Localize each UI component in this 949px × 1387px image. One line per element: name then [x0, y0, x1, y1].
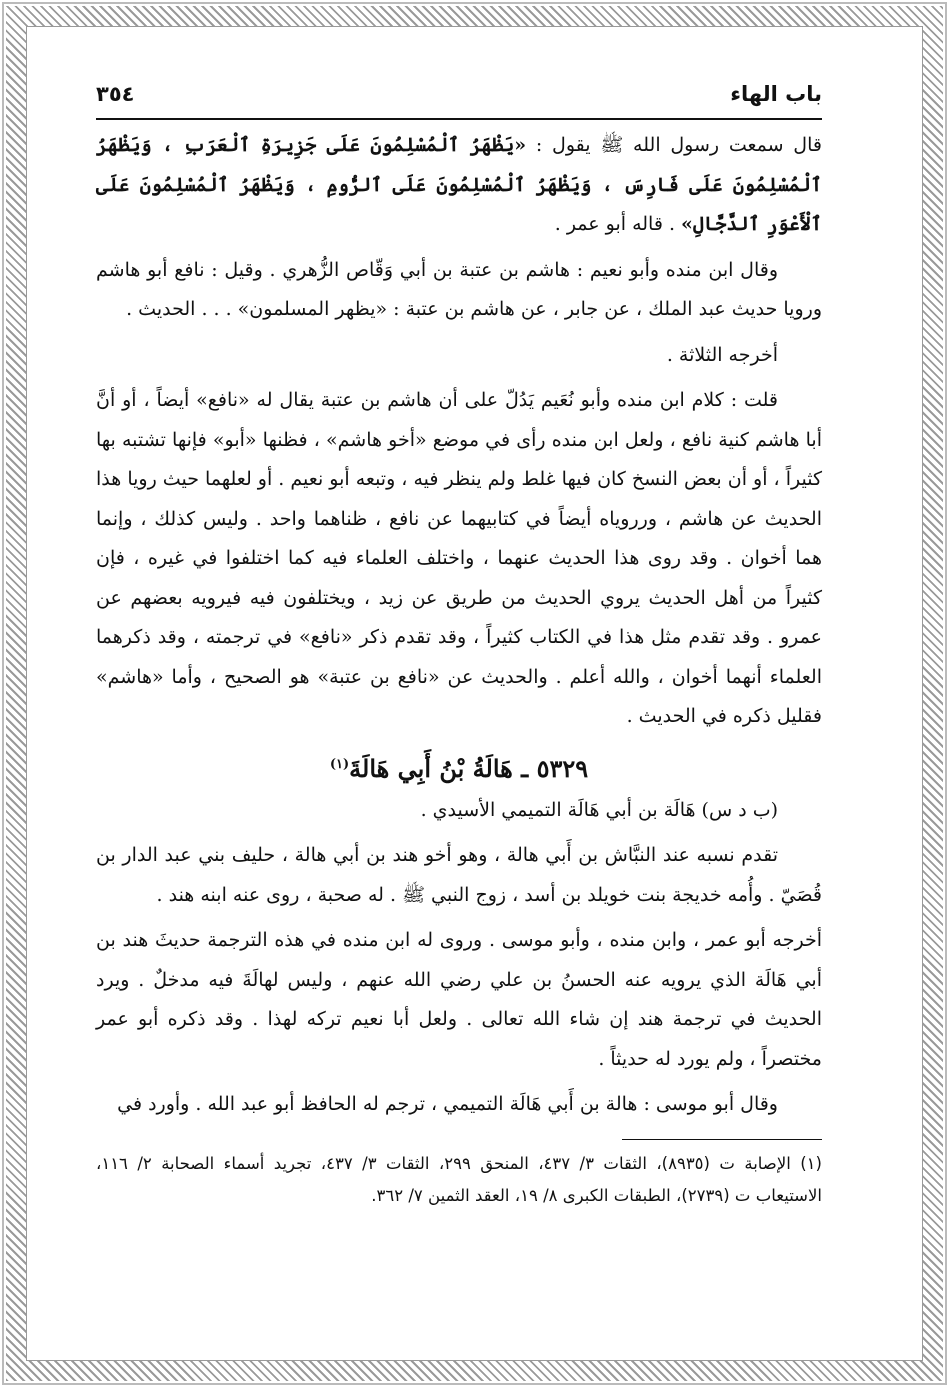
paragraph: أخرجه أبو عمر ، وابن منده ، وأبو موسى . وروى له ابن منده في هذه الترجمة حديثَ هند بن أبي هَالَة الذي يرويه عنه الحسنُ بن علي رضي الله عنهم ، وليس لهالَةَ فيه مدخلٌ . ويرد الحديث في ترجمة هند إن شاء الله تعالى . ولعل أبا نعيم تركه لهذا . وقد ذكره أبو عمر مختصراً ، ولم يورد له حديثاً . [96, 929, 822, 1070]
entry-separator: ـ [512, 753, 529, 783]
page-number: ٣٥٤ [96, 82, 135, 106]
entry-heading [96, 743, 822, 791]
paragraph: (ب د س) هَالَة بن أبي هَالَة التميمي الأسيدي . [420, 798, 778, 821]
paragraph: قلت : كلام ابن منده وأبو نُعَيم يَدُلّ على أن هاشم بن عتبة يقال له «نافع» أيضاً ، أو أنَّ أبا هاشم كنية نافع ، ولعل ابن منده رأى في موضع «أخو هاشم» ، فظنها «أبو» فإنها تشتبه بها كثيراً ، أو أن بعض النسخ كان فيها غلط ولم ينظر فيه ، وتبعه أبو نعيم . أو لعلهما حيث رويا هذا الحديث عن هاشم ، ورروياه أيضاً في كتابيهما عن نافع ، ظناهما واحد . وليس كذلك ، وإنما هما أخوان . وقد روى هذا الحديث عنهما ، واختلف العلماء فيه كما اختلفوا في غيره ، فإن كثيراً من أهل الحديث يروي الحديث من طريق عن زيد ، ويختلفون فيه فيرويه بعضهم عن عمرو . وقد تقدم مثل هذا في الكتاب كثيراً ، وقد تقدم ذكر «نافع» في ترجمته ، وقد ذكرهما العلماء أنهما أخوان ، والله أعلم . والحديث عن «نافع بن عتبة» هو الصحيح ، وأما «هاشم» فقليل ذكره في الحديث . [96, 389, 822, 727]
paragraph: تقدم نسبه عند النبَّاش بن أَبي هالة ، وهو أخو هند بن أبي هالة ، حليف بني عبد الدار بن قُصَيّ . وأُمه خديجة بنت خويلد بن أسد ، زوج النبي ﷺ . له صحبة ، روى عنه ابنه هند . [96, 844, 822, 906]
paragraph-hadith [96, 126, 822, 245]
chapter-title: باب الهاء [730, 82, 822, 106]
footnote-item: (١) الإصابة ت (٨٩٣٥)، الثقات ٣/ ٤٣٧، المنحق ٢٩٩، الثقات ٣/ ٤٣٧، تجريد أسماء الصحابة ٢/ ١١٦، الاستيعاب ت (٢٧٣٩)، الطبقات الكبرى ٨/ ١٩، العقد الثمين ٧/ ٣٦٢. [96, 1153, 822, 1205]
paragraph: أخرجه الثلاثة . [666, 343, 778, 366]
footnote-reference: (١) [329, 756, 350, 772]
entry-number: ٥٣٢٩ [536, 753, 589, 783]
footnote-rule [622, 1139, 822, 1140]
running-header [96, 82, 822, 118]
hadith-attribution: . قاله أبو عمر . [554, 213, 682, 235]
hadith-intro: قال سمعت رسول الله ﷺ يقول : [526, 134, 822, 156]
book-page [96, 82, 822, 1332]
paragraph: وقال ابن منده وأبو نعيم : هاشم بن عتبة بن أبي وَقّاص الزُّهري . وقيل : نافع أبو هاشم ورويا حديث عبد الملك ، عن جابر ، عن هاشم بن عتبة : «يظهر المسلمون» . . . الحديث . [96, 258, 822, 320]
paragraph: وقال أبو موسى : هالة بن أَبي هَالَة التميمي ، ترجم له الحافظ أبو عبد الله . وأورد في [117, 1093, 778, 1115]
hadith-quote: «يَظْهَرُ ٱلْمُسْلِمُونَ عَلَى جَزِيرَةِ ٱلْعَرَبِ ، وَيَظْهَرُ ٱلْمُسْلِمُونَ عَلَى فَارِسَ ، وَيَظْهَرُ ٱلْمُسْلِمُونَ عَلَى ٱلرُّومِ ، وَيَظْهَرُ ٱلْمُسْلِمُونَ عَلَى ٱلْأَعْوَرِ ٱلدَّجَّالِ» [96, 134, 822, 235]
entry-name: هَالَةُ بْنُ أَبِي هَالَةَ [349, 753, 513, 783]
footnotes [96, 1148, 822, 1212]
main-text [96, 126, 822, 1125]
header-rule [96, 118, 822, 120]
